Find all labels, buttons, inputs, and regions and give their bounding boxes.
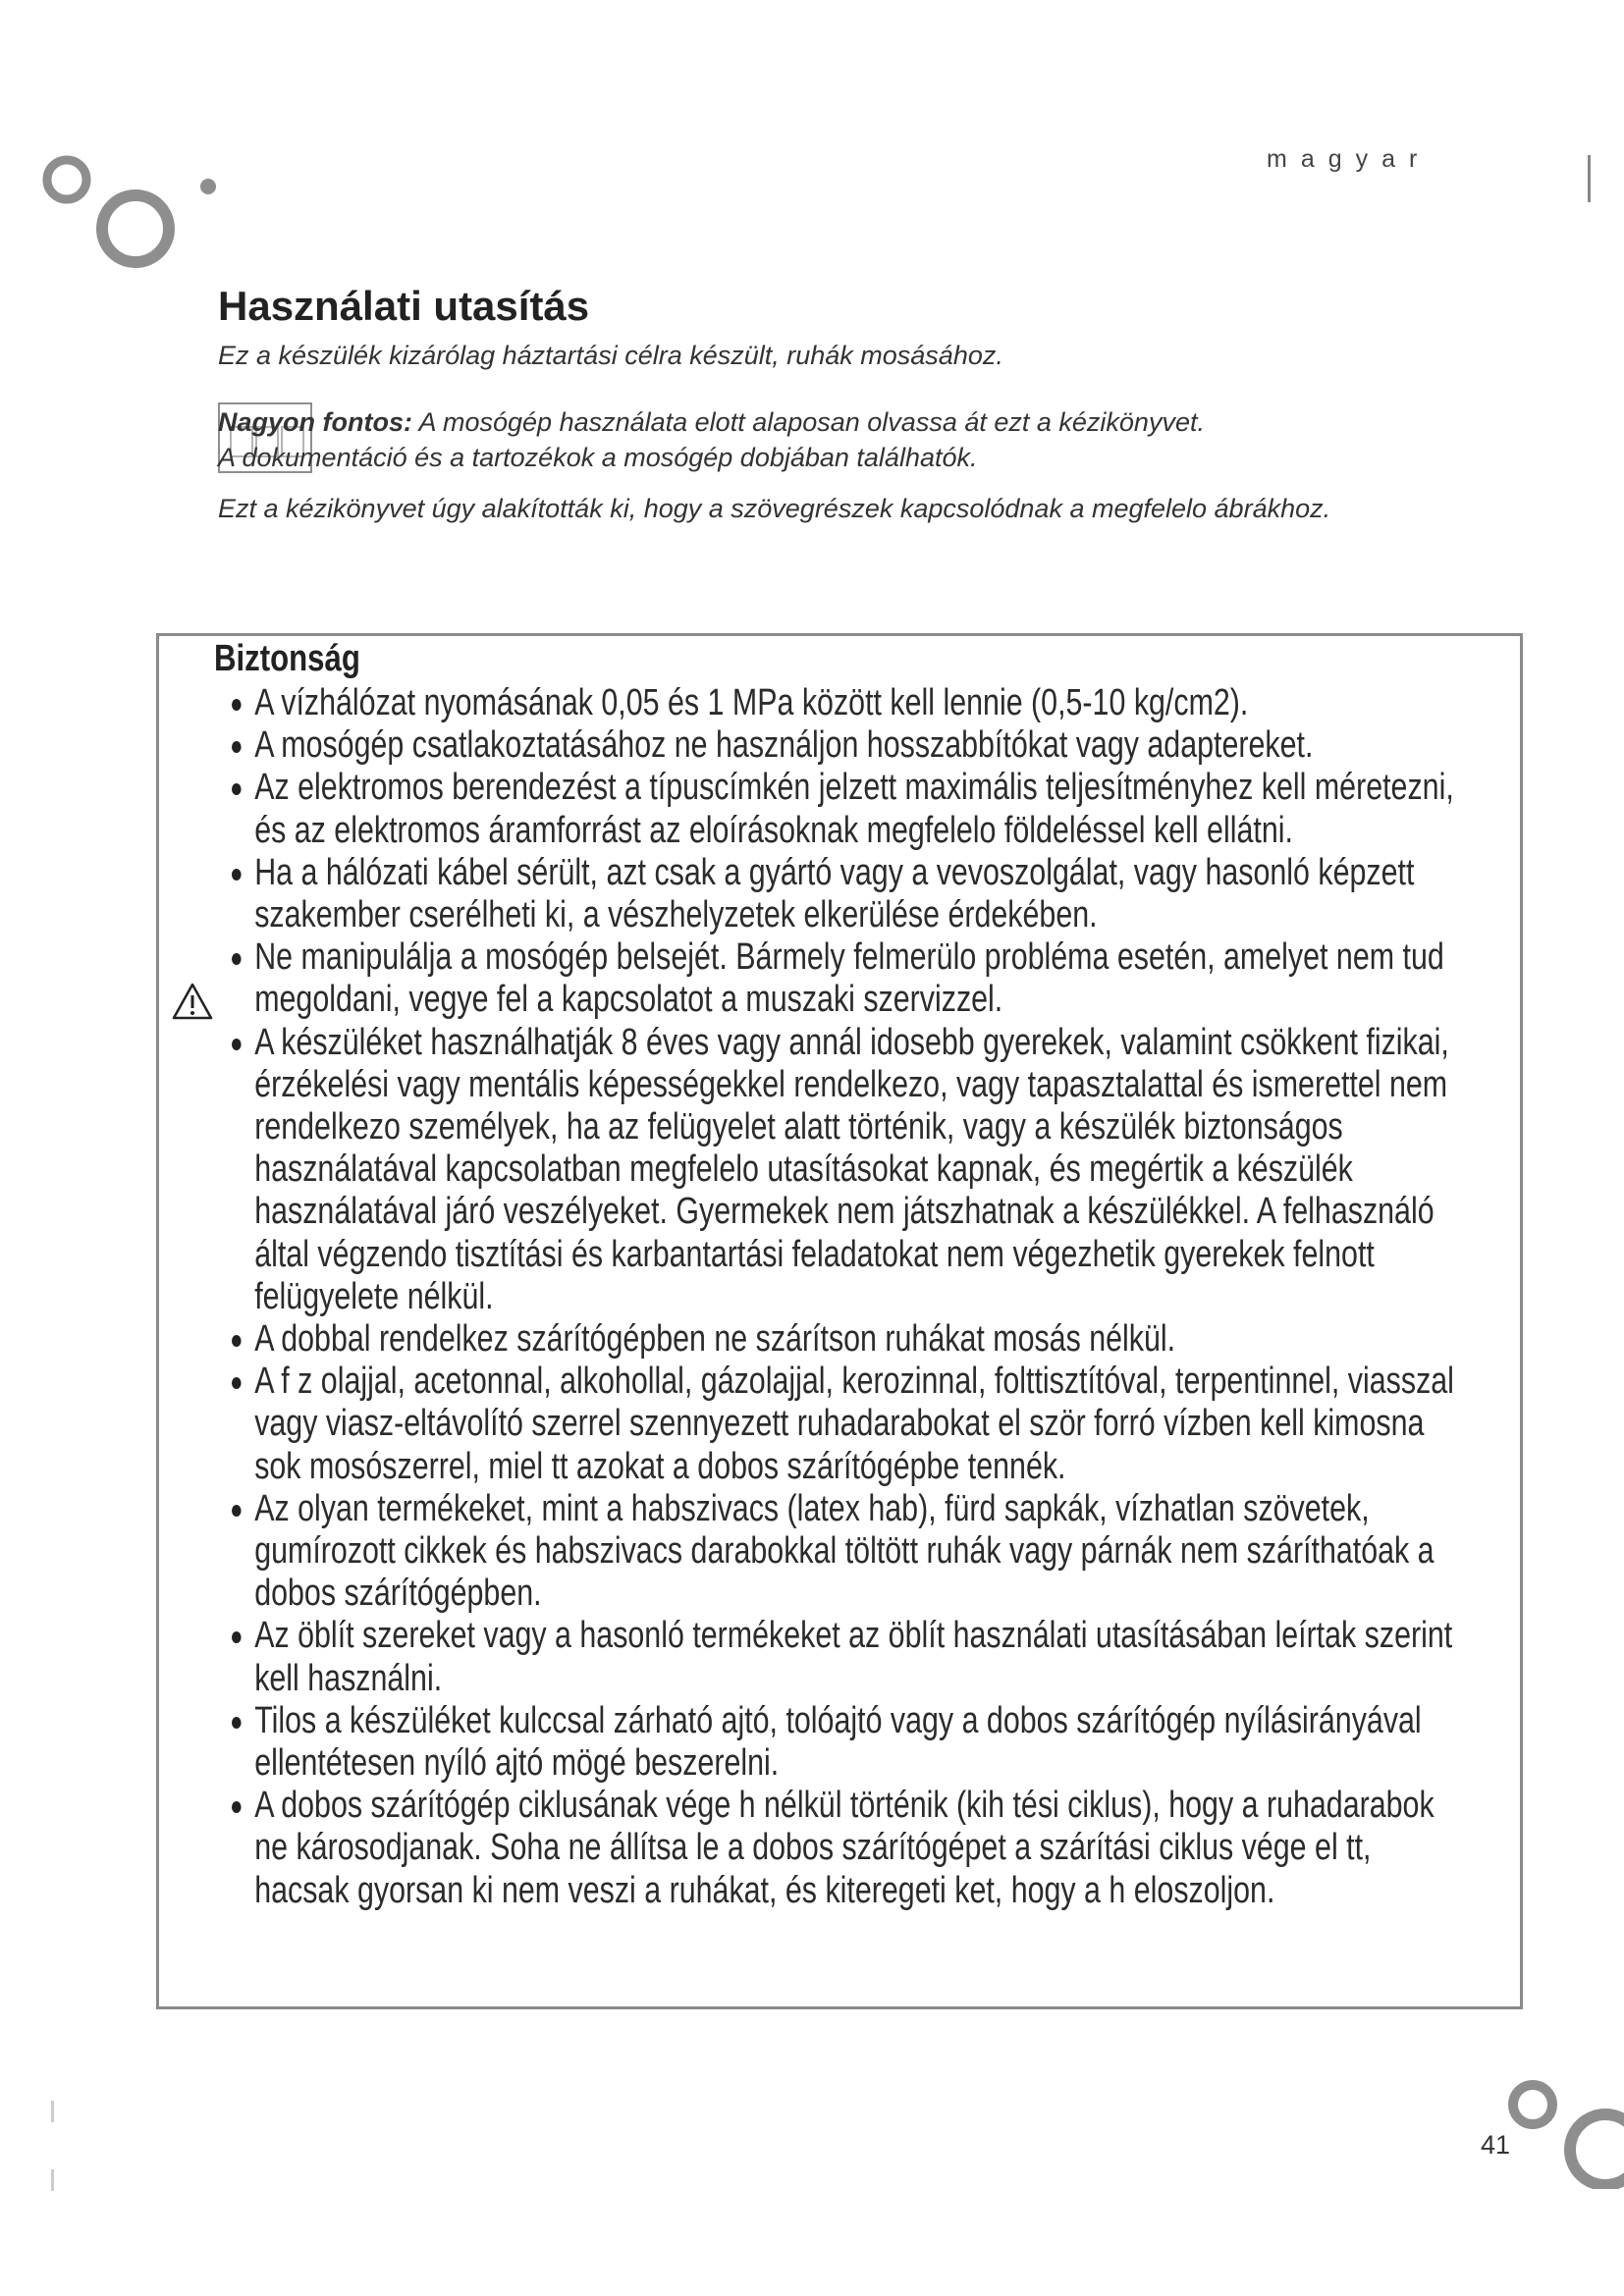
safety-heading: Biztonság: [214, 638, 360, 679]
important-line-1-text: A mosógép használata elott alaposan olvassa át ezt a kézikönyvet.: [411, 407, 1205, 437]
safety-list: [232, 682, 1461, 1912]
safety-item: Az öblít szereket vagy a hasonló termékeket az öblít használati utasításában leírtak szerint kell használni.: [232, 1615, 1461, 1699]
edge-mark-left-1: [51, 2101, 54, 2122]
important-line-1: [218, 404, 1494, 440]
safety-item: Tilos a készüléket kulccsal zárható ajtó, tolóajtó vagy a dobos szárítógép nyílásirányával ellentétesen nyíló ajtó mögé beszerelni.: [232, 1700, 1461, 1785]
page-title: Használati utasítás: [218, 283, 590, 329]
safety-item: A dobos szárítógép ciklusának vége h nélkül történik (kih tési ciklus), hogy a ruhadarabok ne károsodjanak. Soha ne állítsa le a dobos szárítógépet a szárítási ciklus vége el tt, hacsak gyorsan ki nem veszi a ruhákat, és kiteregeti ket, hogy a h eloszoljon.: [232, 1785, 1461, 1912]
page-subtitle: Ez a készülék kizárólag háztartási célra készült, ruhák mosásához.: [218, 341, 1003, 370]
page-number: 41: [1481, 2130, 1511, 2160]
design-note: Ezt a kézikönyvet úgy alakították ki, hogy a szövegrészek kapcsolódnak a megfelelo ábrákhoz.: [218, 494, 1331, 523]
safety-item: Az olyan termékeket, mint a habszivacs (latex hab), fürd sapkák, vízhatlan szövetek, gumírozott cikkek és habszivacs darabokkal töltött ruhák vagy párnák nem száríthatóak a dobos szárítógépben.: [232, 1488, 1461, 1616]
safety-item: A f z olajjal, acetonnal, alkohollal, gázolajjal, kerozinnal, folttisztítóval, terpentinnel, viasszal vagy viasz-eltávolító szerrel szennyezett ruhadarabokat el ször forró vízben kell kimosna sok mosószerrel, miel tt azokat a dobos szárítógépbe tennék.: [232, 1361, 1461, 1488]
important-notice: [218, 404, 1494, 475]
important-line-2: A dokumentáció és a tartozékok a mosógép dobjában találhatók.: [218, 443, 978, 472]
language-label: magyar: [1267, 145, 1432, 173]
important-lead: Nagyon fontos:: [218, 407, 412, 437]
edge-mark-left-2: [51, 2169, 54, 2191]
safety-item: Ne manipulálja a mosógép belsejét. Bármely felmerülo probléma esetén, amelyet nem tud megoldani, vegye fel a kapcsolatot a muszaki szervizzel.: [232, 936, 1461, 1021]
safety-item: A dobbal rendelkez szárítógépben ne szárítson ruhákat mosás nélkül.: [232, 1318, 1461, 1361]
warning-triangle-icon: [171, 982, 214, 1021]
edge-mark-top: [1588, 155, 1591, 202]
brand-circles-logo-icon: [39, 142, 245, 280]
brand-circles-footer-icon: [1488, 2061, 1624, 2189]
safety-item: Az elektromos berendezést a típuscímkén jelzett maximális teljesítményhez kell méretezni, és az elektromos áramforrást az eloírásoknak megfelelo földeléssel kell ellátni.: [232, 767, 1461, 851]
safety-item: A készüléket használhatják 8 éves vagy annál idosebb gyerekek, valamint csökkent fizikai, érzékelési vagy mentális képességekkel rendelkezo, vagy tapasztalattal és ismerettel nem rendelkezo személyek, ha az felügyelet alatt történik, vagy a készülék biztonságos használatával kapcsolatban megfelelo utasításokat kapnak, és megértik a készülék használatával járó veszélyeket. Gyermekek nem játszhatnak a készülékkel. A felhasználó által végzendo tisztítási és karbantartási feladatokat nem végezhetik gyerekek felnott felügyelete nélkül.: [232, 1022, 1461, 1318]
safety-item: Ha a hálózati kábel sérült, azt csak a gyártó vagy a vevoszolgálat, vagy hasonló képzett szakember cserélheti ki, a vészhelyzetek elkerülése érdekében.: [232, 852, 1461, 936]
safety-item: A vízhálózat nyomásának 0,05 és 1 MPa között kell lennie (0,5-10 kg/cm2).: [232, 682, 1461, 724]
safety-item: A mosógép csatlakoztatásához ne használjon hosszabbítókat vagy adaptereket.: [232, 724, 1461, 767]
